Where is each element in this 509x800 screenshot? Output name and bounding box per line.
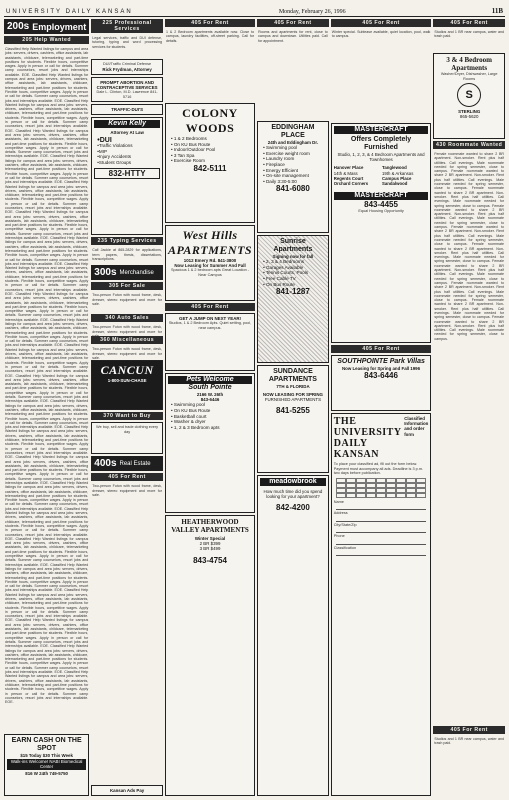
professional-services-text: Legal services, traffic and DUI defense, tutoring, typing and word processing services for students.	[92, 36, 162, 49]
earn-cash-phone: 816 W 24th 749-5750	[25, 770, 68, 776]
listings-text: Classified Help Wanted listings for campus and area jobs: servers, drivers, cashiers, office assistants, lab assistants, childcare, telemarketing and part-time positions for students. Flexible hours, competitive wages. Apply in person or call for details. Summer camp counselors, resort jobs and internships available. EOE.	[5, 399, 89, 430]
eddingham-place-ad	[257, 121, 329, 233]
name-field[interactable]	[336, 505, 427, 510]
section-title: Merchandise	[119, 269, 154, 276]
master-bottom: Equal Housing Opportunity	[358, 208, 404, 213]
for-rent-listings: 1 & 2 Bedroom apartments available now. Close to campus, laundry facilities, off-street parking. Call for details.	[165, 30, 255, 43]
master-location: 14th & Mass	[333, 170, 358, 176]
buy-sell-ad	[91, 422, 163, 454]
cancun-title: CANCUN	[100, 363, 154, 378]
columns	[4, 19, 505, 796]
typing-services-header: 235 Typing Services	[91, 237, 163, 245]
master-location: Campus Place	[382, 175, 412, 181]
phone-field[interactable]	[336, 540, 427, 545]
listings-text: Classified Help Wanted listings for campus and area jobs: servers, drivers, cashiers, office assistants, lab assistants, childcare, telemarketing and part-time positions for students. Flexible hours, competitive wages. Apply in person or call for details. Summer camp counselors, resort jobs and internships available. EOE.	[5, 562, 89, 593]
meadow-text: How much time did you spend looking for your apartment?	[263, 489, 323, 500]
south-sub: Now Leasing for Spring and Fall 1996	[342, 366, 421, 371]
roommate-text: Female roommate wanted to share 2 BR apartment. Non-smoker. Rent plus half utilities. Call evenings. Male roommate needed for spring semester, close to campus.	[434, 315, 505, 341]
law-item: •MIP	[97, 148, 108, 154]
real-estate-section-header	[91, 456, 163, 471]
pets-addr: 2166 W. 26th	[196, 392, 224, 397]
for-rent-text: Two-person Futon with wood frame, desk, dresser, stereo equipment and more for sale.	[92, 484, 162, 497]
heather-title: HEATHERWOOD VALLEY APARTMENTS	[171, 518, 249, 534]
colony-features	[168, 136, 252, 164]
sterling-brand: STERLING	[458, 109, 481, 114]
for-rent-listings: Rooms and apartments for rent, close to campus and downtown. Utilities paid. Call for appointment.	[258, 30, 328, 43]
auto-sales-header: 340 Auto Sales	[91, 314, 163, 322]
roommate-text: Female roommate wanted to share 2 BR apartment. Non-smoker. Rent plus half utilities. Call evenings. Male roommate needed for spring semester, close to campus.	[434, 186, 505, 208]
master-logo: MASTERCRAFT	[334, 192, 429, 200]
for-rent-header: 405 For Rent	[165, 303, 255, 311]
law-item: •Traffic Violations	[97, 143, 133, 149]
south-phone: 843-6446	[364, 371, 398, 381]
master-location-col	[334, 165, 380, 185]
column-5	[331, 19, 432, 796]
sunrise-feature: • Tennis Courts, Pools	[263, 270, 309, 276]
address-field[interactable]	[336, 517, 427, 522]
apts-sub: Washer/Dryer, Dishwasher, Large Rooms	[440, 72, 498, 81]
masthead	[4, 3, 505, 17]
listings-text: Classified Help Wanted listings for campus and area jobs: servers, drivers, cashiers, office assistants, lab assistants, childcare, telemarketing and part-time positions for students. Flexible hours, competitive wages. Apply in person or call for details. Summer camp counselors, resort jobs and internships available. EOE.	[5, 317, 89, 348]
pets-feature: • On KU Bus Route	[170, 408, 211, 413]
colony-title: COLONY WOODS	[182, 106, 238, 135]
eddingham-feature: • Laundry room	[263, 156, 295, 162]
master-locations	[334, 165, 429, 185]
kw-phone: 841-6080	[276, 184, 310, 194]
eddingham-features	[260, 145, 326, 184]
sundance-sub: NOW LEASING FOR SPRING	[262, 392, 323, 398]
eddingham-feature: • Exercise weight room	[263, 150, 310, 156]
for-rent-listings: Studios and 1 BR near campus, water and trash paid.	[434, 737, 505, 746]
miscellaneous-header: 360 Miscellaneous	[91, 336, 163, 344]
earn-cash-title: EARN CASH ON THE SPOT	[11, 737, 82, 752]
column-4	[257, 19, 329, 796]
abortion-sub: Dale L. Clinton, M.D. Lawrence 841-5716	[96, 90, 158, 99]
sunrise-features	[260, 259, 326, 287]
heather-price-row: 2 BR $399	[199, 541, 221, 547]
eddingham-feature: • Swimming pool	[263, 145, 298, 151]
apts-title: 3 & 4 Bedroom Apartments	[446, 56, 492, 72]
colony-feature: • 3 Tan Spa	[170, 152, 195, 158]
pets-feature: • 1, 2 & 3 Bedroom apts	[170, 424, 220, 430]
kansan-form-header	[334, 416, 429, 460]
abortion-services-ad	[91, 77, 163, 102]
city-field[interactable]	[336, 528, 427, 533]
attorney-name: Rick Frydman, Attorney	[102, 66, 152, 72]
roommate-text: Female roommate wanted to share 2 BR apartment. Non-smoker. Rent plus half utilities. Call evenings. Male roommate needed for spring semester, close to campus.	[434, 225, 505, 247]
law-services-list	[94, 138, 160, 166]
section-number: 400s	[94, 458, 117, 470]
for-rent-listings: Winter special. Sublease available, quiet location, pool, walk to campus.	[331, 30, 431, 39]
for-rent-header: 405 For Rent	[331, 19, 432, 27]
sterling-phone: 865-5620	[459, 114, 479, 120]
law-phone: 832-HTTY	[94, 168, 160, 179]
master-sub: Offers Completely Furnished	[350, 136, 412, 151]
pets-feature: • Basketball court	[170, 413, 207, 419]
colony-phone: 842-5111	[193, 163, 227, 173]
cancun-ad	[91, 360, 163, 410]
pets-feature: • Washer & dryer	[170, 419, 206, 425]
roommate-text: Female roommate wanted to share 2 BR apartment. Non-smoker. Rent plus half utilities. Call evenings. Male roommate needed for spring semester, close to campus.	[434, 242, 505, 264]
listings-text: Classified Help Wanted listings for campus and area jobs: servers, drivers, cashiers, office assistants, lab assistants, childcare, telemarketing and part-time positions for students. Flexible hours, competitive wages. Apply in person or call for details. Summer camp counselors, resort jobs and internships available. EOE.	[5, 536, 89, 567]
earn-cash-ad	[4, 734, 89, 796]
for-sale-header: 305 For Sale	[91, 282, 163, 290]
kevin-kelly-ad	[91, 117, 163, 235]
colony-woods-ad	[165, 103, 255, 223]
southpointe-ad	[331, 355, 432, 411]
roommate-wanted-header: 430 Roommate Wanted	[433, 141, 505, 149]
westhills-note: Spacious 1 & 2 bedroom apts Great Location - Near Campus	[170, 268, 250, 277]
typing-text: Call Jackie at 865-2829 for applications, term papers, thesis, dissertations, transcriptions.	[92, 248, 162, 261]
for-rent-listings: Studios and 1 BR near campus, water and trash paid.	[434, 30, 505, 39]
merchandise-section-header	[91, 265, 163, 280]
classification-field[interactable]	[336, 551, 427, 556]
section-number: 200s	[7, 21, 30, 32]
form-label-phone: Phone	[333, 534, 345, 538]
abortion-title: PROMPT ABORTION AND CONTRACEPTIVE SERVICES	[96, 79, 158, 90]
sundance-apartments-ad	[257, 365, 329, 473]
kansan-ads-label: Kansan Ads Pay	[109, 787, 145, 793]
listings-text: Classified Help Wanted listings for campus and area jobs: servers, drivers, cashiers, office assistants, lab assistants, childcare, telemarketing and part-time positions for students. Flexible hours, competitive wages. Apply in person or call for details. Summer camp counselors, resort jobs and internships available. EOE.	[5, 480, 89, 511]
earn-cash-sub: Walk-ins Welcome! NABI Biomedical Center	[7, 759, 86, 769]
meadowbrook-ad	[257, 475, 329, 796]
sunrise-feature: • Garages Available	[263, 264, 304, 270]
pets-feature: • Swimming pool	[170, 402, 205, 408]
roommate-text: Female roommate wanted to share 2 BR apartment. Non-smoker. Rent plus half utilities. Call evenings. Male roommate needed for spring semester, close to campus.	[434, 169, 505, 191]
for-rent-header: 405 For Rent	[433, 726, 505, 734]
colony-feature: • Indoor/Outdoor Pool	[170, 147, 216, 153]
attorney-sub: DUI/Traffic Criminal Defense	[103, 62, 152, 66]
want-to-buy-header: 370 Want to Buy	[91, 412, 163, 420]
west-hills-ad	[165, 225, 255, 301]
masthead-center: UNIVERSITY DAILY KANSAN	[6, 9, 133, 15]
kansan-ads-pay	[91, 785, 163, 796]
meadow-phone: 842-4200	[276, 503, 310, 513]
sunrise-title: Sunrise Apartments	[273, 238, 313, 253]
auto-sales-text: Two-person Futon with wood frame, desk, dresser, stereo equipment and more for	[92, 325, 162, 334]
attorney-ad	[91, 59, 163, 75]
master-location: Hanover Place	[333, 165, 364, 171]
for-rent-header: 405 For Rent	[91, 473, 163, 481]
law-item: •Injury Accidents	[97, 154, 132, 160]
listings-text: Classified Help Wanted listings for campus and area jobs: servers, drivers, cashiers, office assistants, lab assistants, childcare, telemarketing and part-time positions for students. Flexible hours, competitive wages. Apply in person or call for details. Summer camp counselors, resort jobs and internships available. EOE.	[5, 291, 89, 322]
master-location: Regents Court	[333, 175, 364, 181]
pets-welcome-ad	[165, 373, 255, 513]
listings-text: Classified Help Wanted listings for campus and area jobs: servers, drivers, cashiers, office assistants, lab assistants, childcare, telemarketing and part-time positions for students. Flexible hours, competitive wages. Apply in person or call for details. Summer camp counselors, resort jobs and internships available. EOE.	[5, 618, 89, 649]
master-location-col	[382, 165, 428, 185]
for-sale-text: Two-person Futon with wood frame, desk, dresser, stereo equipment and more for sale.	[92, 293, 162, 306]
column-3	[165, 19, 255, 796]
master-location: Tanglewood	[382, 165, 407, 171]
sundance-addr: 7TH & FLORIDA	[276, 384, 310, 389]
listings-text: Classified Help Wanted listings for campus and area jobs: servers, drivers, cashiers, office assistants, lab assistants, childcare, telemarketing and part-time positions for students. Flexible hours, competitive wages. Apply in person or call for details. Summer camp counselors, resort jobs and internships available. EOE.	[5, 154, 89, 185]
heather-phone: 843-4754	[193, 555, 227, 565]
listings-text: Classified Help Wanted listings for campus and area jobs: servers, drivers, cashiers, office assistants, lab assistants, childcare, telemarketing and part-time positions for students. Flexible hours, competitive wages. Apply in person or call for details. Summer camp counselors, resort jobs and internships available. EOE.	[5, 47, 89, 77]
listings-text: Classified Help Wanted listings for campus and area jobs: servers, drivers, cashiers, office assistants, lab assistants, childcare, telemarketing and part-time positions for students. Flexible hours, competitive wages. Apply in person or call for details. Summer camp counselors, resort jobs and internships available. EOE.	[5, 180, 89, 215]
sterling-logo-icon: S	[457, 83, 481, 107]
roommate-text: Female roommate wanted to share 2 BR apartment. Non-smoker. Rent plus half utilities. Call evenings. Male roommate needed for spring semester, close to campus.	[434, 203, 505, 230]
roommate-text: Female roommate wanted to share 2 BR apartment. Non-smoker. Rent plus half utilities. Call evenings. Male roommate needed for spring semester, close to campus.	[434, 280, 505, 303]
earn-cash-amount: $15 Today $30 This Week	[20, 753, 73, 758]
listings-text: Classified Help Wanted listings for campus and area jobs: servers, drivers, cashiers, office assistants, lab assistants, childcare, telemarketing and part-time positions for students. Flexible hours, competitive wages. Apply in person or call for details. Summer camp counselors, resort jobs and internships available. EOE.	[5, 261, 89, 296]
south-title: SOUTHPOINTE Park Villas	[337, 358, 425, 365]
help-wanted-listings	[4, 46, 89, 732]
form-label-name: Name	[333, 499, 344, 504]
heatherwood-ad	[165, 515, 255, 796]
misc-text: Two-person Futon with wood frame, desk, dresser, stereo equipment and more for sale.	[92, 347, 162, 360]
heather-sub: Winter Special	[194, 536, 226, 541]
listings-text: Classified Help Wanted listings for campus and area jobs: servers, drivers, cashiers, office assistants, lab assistants, childcare, telemarketing and part-time positions for students. Flexible hours, competitive wages. Apply in person or call for details. Summer camp counselors, resort jobs and internships available. EOE.	[5, 343, 89, 378]
mastercraft-ad	[331, 123, 432, 343]
employment-section-header	[4, 19, 89, 34]
roommate-text: Female roommate wanted to share 2 BR apartment. Non-smoker. Rent plus half utilities. Call evenings. Male roommate needed for spring semester, close to campus.	[434, 259, 505, 285]
master-location: 19th & Arkansas	[382, 170, 414, 176]
form-label-city: City/State/Zip	[333, 522, 357, 527]
pets-title: Pets Welcome	[168, 376, 252, 384]
westhills-title: West Hills APARTMENTS	[167, 228, 253, 257]
sundance-phone: 841-5255	[276, 405, 310, 415]
column-2	[91, 19, 163, 796]
listings-text: Classified Help Wanted listings for campus and area jobs: servers, drivers, cashiers, office assistants, lab assistants, childcare, telemarketing and part-time positions for students. Flexible hours, competitive wages. Apply in person or call for details. Summer camp counselors, resort jobs and internships available. EOE.	[5, 210, 89, 241]
traffic-title: TRAFFIC-DUI'S	[111, 107, 143, 113]
cancun-phone: 1-800-SUN-CHASE	[107, 378, 147, 384]
master-title: MASTERCRAFT	[334, 126, 429, 134]
form-label-address: Address	[333, 511, 348, 515]
listings-text: Classified Help Wanted listings for campus and area jobs: servers, drivers, cashiers, office assistants, lab assistants, childcare, telemarketing and part-time positions for students. Flexible hours, competitive wages. Apply in person or call for details. Summer camp counselors, resort jobs and internships available. EOE.	[5, 72, 89, 103]
kansan-text: To place your classified ad, fill out the form below. Payment must accompany all ads. Deadline is 3 p.m. two days before publication.	[333, 462, 424, 475]
sunrise-phone: 841-1287	[276, 287, 310, 297]
section-title: Real Estate	[119, 460, 151, 467]
pets-phone: 843-6446	[200, 397, 220, 403]
kansan-title: THE UNIVERSITY DAILY KANSAN	[333, 416, 402, 460]
jump-ad	[165, 313, 255, 371]
listings-text: Classified Help Wanted listings for campus and area jobs: servers, drivers, cashiers, office assistants, lab assistants, childcare, telemarketing and part-time positions for students. Flexible hours, competitive wages. Apply in person or call for details. Summer camp counselors, resort jobs and internships available. EOE.	[5, 425, 89, 460]
column-1	[4, 19, 89, 796]
jump-text: Studios, 1 & 2 Bedroom Apts. Quiet setting, pool, near campus.	[168, 321, 252, 330]
law-title: Kevin Kelly	[94, 120, 160, 128]
listings-text: Classified Help Wanted listings for campus and area jobs: servers, drivers, cashiers, office assistants, lab assistants, childcare, telemarketing and part-time positions for students. Flexible hours, competitive wages. Apply in person or call for details. Summer camp counselors, resort jobs and internships available. EOE.	[5, 128, 89, 159]
roommate-text: Female roommate wanted to share 2 BR apartment. Non-smoker. Rent plus half utilities. Call evenings. Male roommate needed for spring semester, close to campus.	[434, 152, 505, 174]
section-number: 300s	[94, 267, 117, 279]
jump-title: GET A JUMP ON NEXT YEAR!	[179, 316, 241, 321]
master-phone: 843-4455	[364, 199, 398, 209]
professional-services-header: 225 Professional Services	[91, 19, 163, 33]
three-four-bedroom-ad	[433, 53, 505, 139]
sunrise-feature: • Free Cable TV	[263, 275, 296, 281]
colony-feature: • 1 & 2 Bedrooms	[170, 136, 207, 141]
heather-price-row: 3 BR $499	[199, 546, 221, 552]
sunrise-feature: • On Bus Route	[263, 281, 295, 287]
listings-text: Classified Help Wanted listings for campus and area jobs: servers, drivers, cashiers, office assistants, lab assistants, childcare, telemarketing and part-time positions for students. Flexible hours, competitive wages. Apply in person or call for details. Summer camp counselors, resort jobs and internships available. EOE.	[5, 588, 89, 623]
sunrise-feature: • 2, 3 & 4 Bedrooms	[263, 259, 305, 265]
page-number: 11B	[491, 7, 503, 15]
for-rent-header: 405 For Rent	[433, 19, 505, 27]
buy-text: We buy, sell and trade clothing every day	[96, 425, 159, 434]
westhills-addr: 1012 Emery Rd. 841-3800	[183, 258, 237, 263]
traffic-dui-ad	[91, 104, 163, 115]
listings-text: Classified Help Wanted listings for campus and area jobs: servers, drivers, cashiers, office assistants, lab assistants, childcare, telemarketing and part-time positions for students. Flexible hours, competitive wages. Apply in person or call for details. Summer camp counselors, resort jobs and internships available. EOE.	[5, 98, 89, 133]
pets-brand: South Pointe	[188, 384, 232, 391]
eddingham-feature: • On-site management	[263, 173, 309, 179]
colony-feature: • On KU Bus Route	[170, 141, 211, 147]
section-title: Employment	[32, 21, 87, 32]
sunrise-sub: Signing now for fall	[272, 254, 314, 259]
westhills-sub: Now Leasing for Summer And Fall	[174, 263, 246, 269]
roommate-listings	[433, 151, 505, 724]
ad-copy-grid[interactable]	[336, 478, 427, 498]
for-rent-header: 405 For Rent	[165, 19, 255, 27]
listings-text: Classified Help Wanted listings for campus and area jobs: servers, drivers, cashiers, office assistants, lab assistants, childcare, telemarketing and part-time positions for students. Flexible hours, competitive wages. Apply in person or call for details. Summer camp counselors, resort jobs and internships available. EOE.	[5, 670, 89, 705]
listings-text: Classified Help Wanted listings for campus and area jobs: servers, drivers, cashiers, office assistants, lab assistants, childcare, telemarketing and part-time positions for students. Flexible hours, competitive wages. Apply in person or call for details. Summer camp counselors, resort jobs and internships available. EOE.	[5, 236, 89, 266]
law-item: •DUI	[97, 136, 112, 144]
for-rent-header: 405 For Rent	[257, 19, 329, 27]
listings-text: Classified Help Wanted listings for campus and area jobs: servers, drivers, cashiers, office assistants, lab assistants, childcare, telemarketing and part-time positions for students. Flexible hours, competitive wages. Apply in person or call for details. Summer camp counselors, resort jobs and internships available. EOE.	[5, 644, 89, 675]
pets-features	[168, 402, 252, 430]
eddingham-feature: • Energy Efficient	[263, 167, 299, 173]
master-types: Studio, 1, 2, 3, & 4 Bedroom Apartments and Townhomes	[337, 152, 425, 163]
kansan-order-form	[331, 413, 432, 796]
eddingham-feature: • Fireplace	[263, 161, 285, 167]
listings-text: Classified Help Wanted listings for campus and area jobs: servers, drivers, cashiers, office assistants, lab assistants, childcare, telemarketing and part-time positions for students. Flexible hours, competitive wages. Apply in person or call for details. Summer camp counselors, resort jobs and internships available. EOE.	[5, 506, 89, 541]
colony-feature: • Exercise Room	[170, 158, 205, 164]
eddingham-title: EDDINGHAM PLACE	[271, 124, 315, 139]
roommate-text: Female roommate wanted to share 2 BR apartment. Non-smoker. Rent plus half utilities. Call evenings. Male roommate needed for spring semester, close to campus.	[434, 298, 505, 320]
meadow-title: meadowbrook	[260, 478, 326, 486]
column-6	[433, 19, 505, 796]
eddingham-feature: • Daily 3:30-5:00	[263, 178, 297, 184]
listings-text: Classified Help Wanted listings for campus and area jobs: servers, drivers, cashiers, office assistants, lab assistants, childcare, telemarketing and part-time positions for students. Flexible hours, competitive wages. Apply in person or call for details. Summer camp counselors, resort jobs and internships available. EOE.	[5, 373, 89, 404]
law-sub: Attorney At Law	[110, 130, 144, 136]
help-wanted-header: 205 Help Wanted	[4, 36, 89, 44]
law-item: •Student Groups	[97, 159, 132, 165]
listings-text: Classified Help Wanted listings for campus and area jobs: servers, drivers, cashiers, office assistants, lab assistants, childcare, telemarketing and part-time positions for students. Flexible hours, competitive wages. Apply in person or call for details. Summer camp counselors, resort jobs and internships available. EOE.	[5, 455, 89, 485]
kansan-heading: Classified Information and order form	[404, 416, 429, 437]
sunrise-apartments-ad	[257, 235, 329, 363]
form-label-classification: Classification	[333, 545, 357, 550]
for-rent-header: 405 For Rent	[331, 345, 432, 353]
master-location: Orchard Corners	[333, 180, 369, 186]
sundance-note: FURNISHED APARTMENTS	[264, 397, 322, 403]
eddingham-addr: 24th and Eddingham Dr.	[267, 140, 319, 145]
master-location: Sandalwood	[382, 180, 408, 186]
masthead-date: Monday, February 26, 1996	[278, 9, 346, 15]
sundance-title: SUNDANCE APARTMENTS	[268, 368, 317, 383]
